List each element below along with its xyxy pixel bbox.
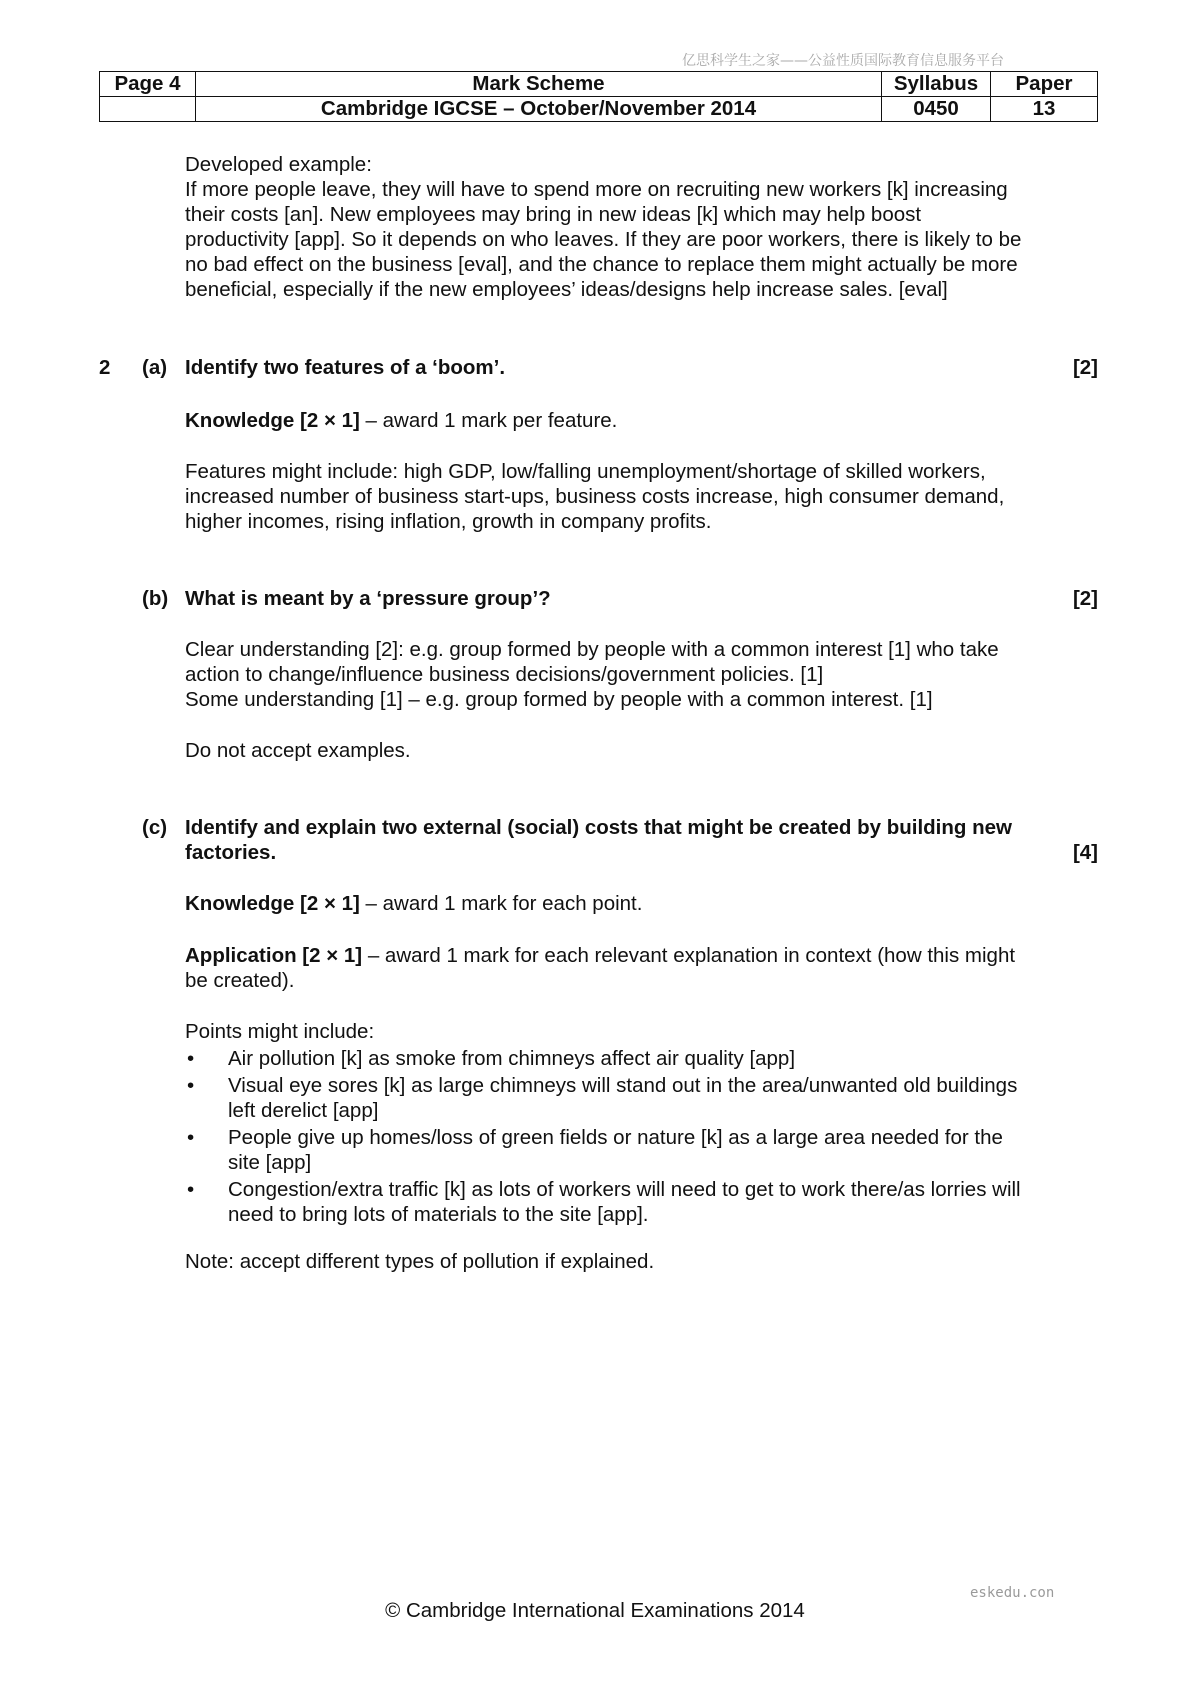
part-c-label: (c) xyxy=(142,816,168,839)
paper-number: 13 xyxy=(991,97,1098,122)
part-c-marks: [4] xyxy=(1072,841,1098,864)
bullet-icon: • xyxy=(187,1047,195,1070)
empty-cell xyxy=(100,97,196,122)
part-a-question: Identify two features of a ‘boom’. xyxy=(185,356,506,379)
answer-line: action to change/influence business decisions/government policies. [1] xyxy=(185,663,824,686)
part-b-marks: [2] xyxy=(1072,587,1098,610)
footer-copyright: © Cambridge International Examinations 2014 xyxy=(385,1599,805,1622)
knowledge-text: – award 1 mark for each point. xyxy=(359,892,643,915)
knowledge-text: – award 1 mark per feature. xyxy=(359,409,618,432)
developed-example xyxy=(185,152,1100,302)
features-line: Features might include: high GDP, low/falling unemployment/shortage of skilled workers, xyxy=(185,460,986,483)
list-item: • People give up homes/loss of green fields or nature [k] as a large area needed for the site [app] xyxy=(187,1126,1003,1174)
application-label: Application [2 × 1] xyxy=(185,944,363,967)
part-b-question: What is meant by a ‘pressure group’? xyxy=(185,587,551,610)
bullet-icon: • xyxy=(187,1178,195,1201)
application-text: – award 1 mark for each relevant explanation in context (how this might xyxy=(362,944,1016,967)
bullet-icon: • xyxy=(187,1126,195,1149)
list-item: • Air pollution [k] as smoke from chimneys affect air quality [app] xyxy=(187,1047,796,1070)
watermark-top: 亿思科学生之家——公益性质国际教育信息服务平台 xyxy=(682,53,1004,69)
part-c-knowledge xyxy=(185,891,1100,916)
answer-line: Clear understanding [2]: e.g. group formed by people with a common interest [1] who take xyxy=(185,638,999,661)
mark-scheme-label: Mark Scheme xyxy=(196,72,882,97)
header-table xyxy=(99,71,1098,122)
bullet-icon: • xyxy=(187,1074,195,1097)
part-b-answer xyxy=(185,637,1100,712)
part-c-application xyxy=(185,943,1100,993)
answer-line: Some understanding [1] – e.g. group formed by people with a common interest. [1] xyxy=(185,688,933,711)
part-b-note: Do not accept examples. xyxy=(185,739,411,762)
list-item: • Congestion/extra traffic [k] as lots of workers will need to get to work there/as lorries will need to bring lots of materials to the site [app]. xyxy=(187,1178,1021,1226)
developed-example-line: productivity [app]. So it depends on who leaves. If they are poor workers, there is likely to be xyxy=(185,228,1022,251)
syllabus-code: 0450 xyxy=(882,97,991,122)
part-c-question xyxy=(185,815,1100,865)
points-intro: Points might include: xyxy=(185,1020,375,1043)
application-text: be created). xyxy=(185,969,295,992)
syllabus-label: Syllabus xyxy=(882,72,991,97)
paper-label: Paper xyxy=(991,72,1098,97)
part-c-note: Note: accept different types of pollution if explained. xyxy=(185,1250,655,1273)
features-line: higher incomes, rising inflation, growth in company profits. xyxy=(185,510,712,533)
part-a-marks: [2] xyxy=(1072,356,1098,379)
knowledge-label: Knowledge [2 × 1] xyxy=(185,892,360,915)
part-b-label: (b) xyxy=(142,587,169,610)
part-a-knowledge xyxy=(185,408,1100,433)
developed-example-line: no bad effect on the business [eval], and the chance to replace them might actually be more xyxy=(185,253,1018,276)
developed-example-heading: Developed example: xyxy=(185,153,372,176)
watermark-bottom: eskedu.con xyxy=(970,1585,1055,1601)
points-list xyxy=(185,1046,1100,1229)
developed-example-line: If more people leave, they will have to spend more on recruiting new workers [k] increasing xyxy=(185,178,1008,201)
question-number: 2 xyxy=(99,356,111,379)
part-c-question-line: factories. xyxy=(185,841,277,864)
list-item: • Visual eye sores [k] as large chimneys will stand out in the area/unwanted old buildings left derelict [app] xyxy=(187,1074,1018,1122)
developed-example-line: beneficial, especially if the new employees’ ideas/designs help increase sales. [eval] xyxy=(185,278,948,301)
part-c-question-line: Identify and explain two external (social) costs that might be created by building new xyxy=(185,816,1012,839)
part-a-label: (a) xyxy=(142,356,168,379)
developed-example-line: their costs [an]. New employees may bring in new ideas [k] which may help boost xyxy=(185,203,922,226)
part-a-features xyxy=(185,459,1100,534)
knowledge-label: Knowledge [2 × 1] xyxy=(185,409,360,432)
page-number: Page 4 xyxy=(100,72,196,97)
exam-title: Cambridge IGCSE – October/November 2014 xyxy=(196,97,882,122)
features-line: increased number of business start-ups, business costs increase, high consumer demand, xyxy=(185,485,1005,508)
